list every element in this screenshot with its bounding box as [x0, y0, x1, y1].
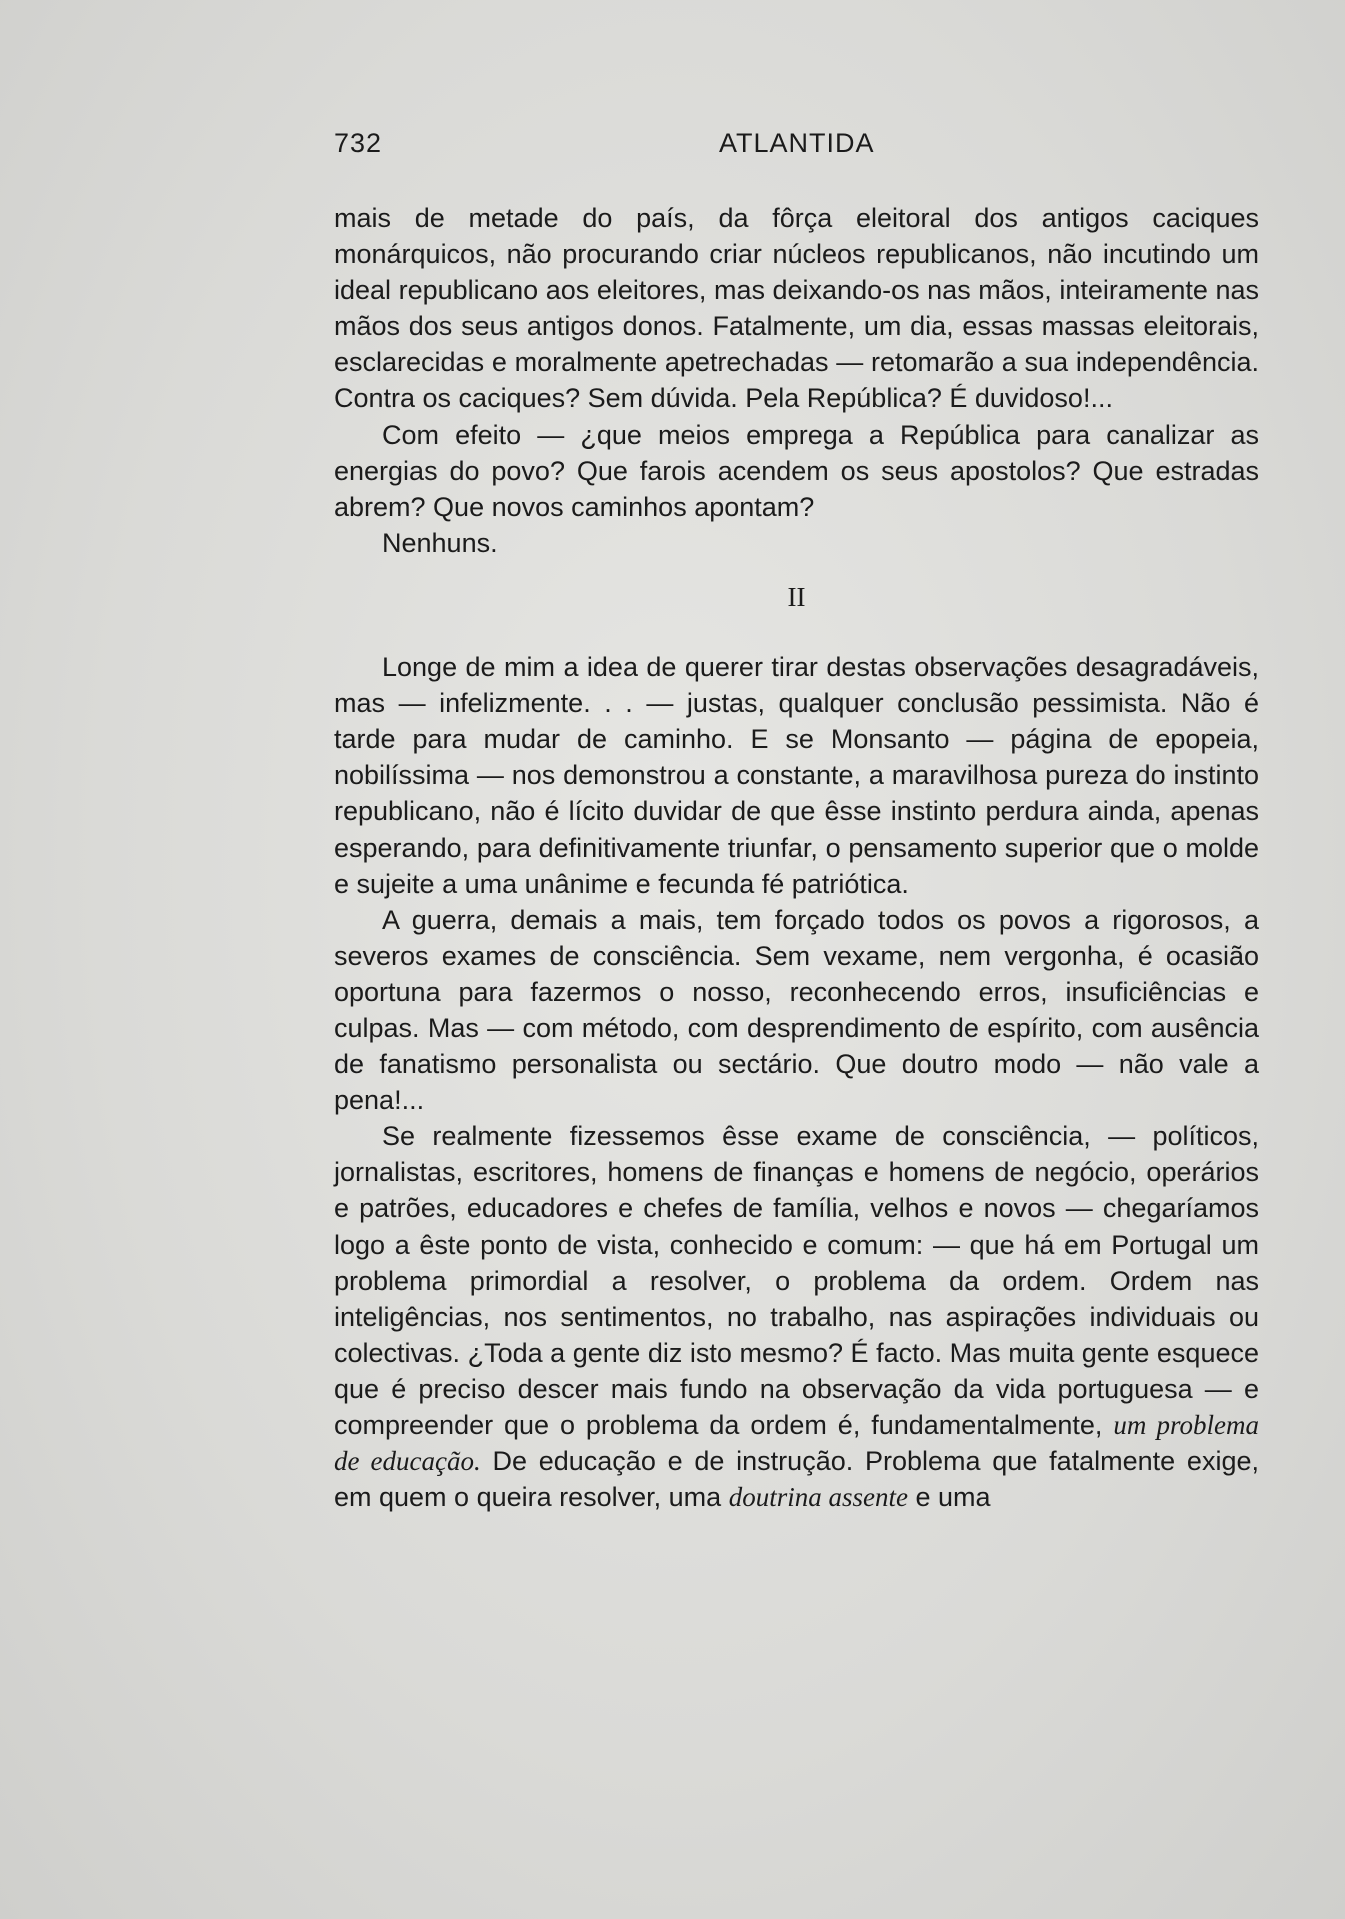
italic-phrase: doutrina assente	[728, 1482, 908, 1513]
paragraph: A guerra, demais a mais, tem forçado todos os povos a rigorosos, a severos exames de consciência. Sem vexame, nem vergonha, é ocasião oportuna para fazermos o nosso, reconhecendo erros, insuficiências e culpas. Mas — com método, com desprendimento de espírito, com ausência de fanatismo personalista ou sectário. Que doutro modo — não vale a pena!...	[334, 904, 1259, 1116]
final-paragraph	[334, 1118, 1259, 1515]
paragraph: mais de metade do país, da fôrça eleitoral dos antigos caciques monárquicos, não procurando criar núcleos republicanos, não incutindo um ideal republicano aos eleitores, mas deixando-os nas mãos, inteiramente nas mãos dos seus antigos donos. Fatalmente, um dia, essas massas eleitorais, esclarecidas e moralmente apetrechadas — retomarão a sua independência. Contra os caciques? Sem dúvida. Pela República? É duvidoso!...	[334, 203, 1259, 414]
paragraph-text: De educação e de instrução. Problema que fatalmente exige, em quem o queira resolver, uma	[334, 1446, 1259, 1513]
section-numeral: II	[787, 581, 806, 612]
italic-phrase: um problema de educação.	[334, 1410, 1259, 1477]
running-title: ATLANTIDA	[719, 128, 875, 158]
page-header	[334, 128, 1259, 168]
paragraph: Nenhuns.	[382, 527, 498, 558]
paragraph-text: Se realmente fizessemos êsse exame de consciência, — políticos, jornalistas, escritores, homens de finanças e homens de negócio, operários e patrões, educadores e chefes de família, velhos e novos — chegaríamos logo a êste ponto de vista, conhecido e comum: — que há em Portugal um problema primordial a resolver, o problema da ordem. Ordem nas inteligências, nos sentimentos, no trabalho, nas aspirações individuais ou colectivas. ¿Toda a gente diz isto mesmo? É facto. Mas muita gente esquece que é preciso descer mais fundo na observação da vida portuguesa — e compreender que o problema da ordem é, fundamentalmente,	[334, 1121, 1259, 1440]
page-number: 732	[334, 128, 383, 158]
body-text	[334, 200, 1259, 1515]
paragraph-text: e uma	[915, 1482, 991, 1513]
paragraph: Longe de mim a idea de querer tirar destas observações desagradáveis, mas — infelizmente. . . — justas, qualquer conclusão pessimista. Não é tarde para mudar de caminho. E se Monsanto — página de epopeia, nobilíssima — nos demonstrou a constante, a maravilhosa pureza do instinto republicano, não é lícito duvidar de que êsse instinto perdura ainda, apenas esperando, para definitivamente triunfar, o pensamento superior que o molde e sujeite a uma unânime e fecunda fé patriótica.	[334, 652, 1259, 899]
section-spacer	[334, 623, 1259, 649]
paragraph: Com efeito — ¿que meios emprega a República para canalizar as energias do povo? Que farois acendem os seus apostolos? Que estradas abrem? Que novos caminhos apontam?	[334, 419, 1259, 522]
